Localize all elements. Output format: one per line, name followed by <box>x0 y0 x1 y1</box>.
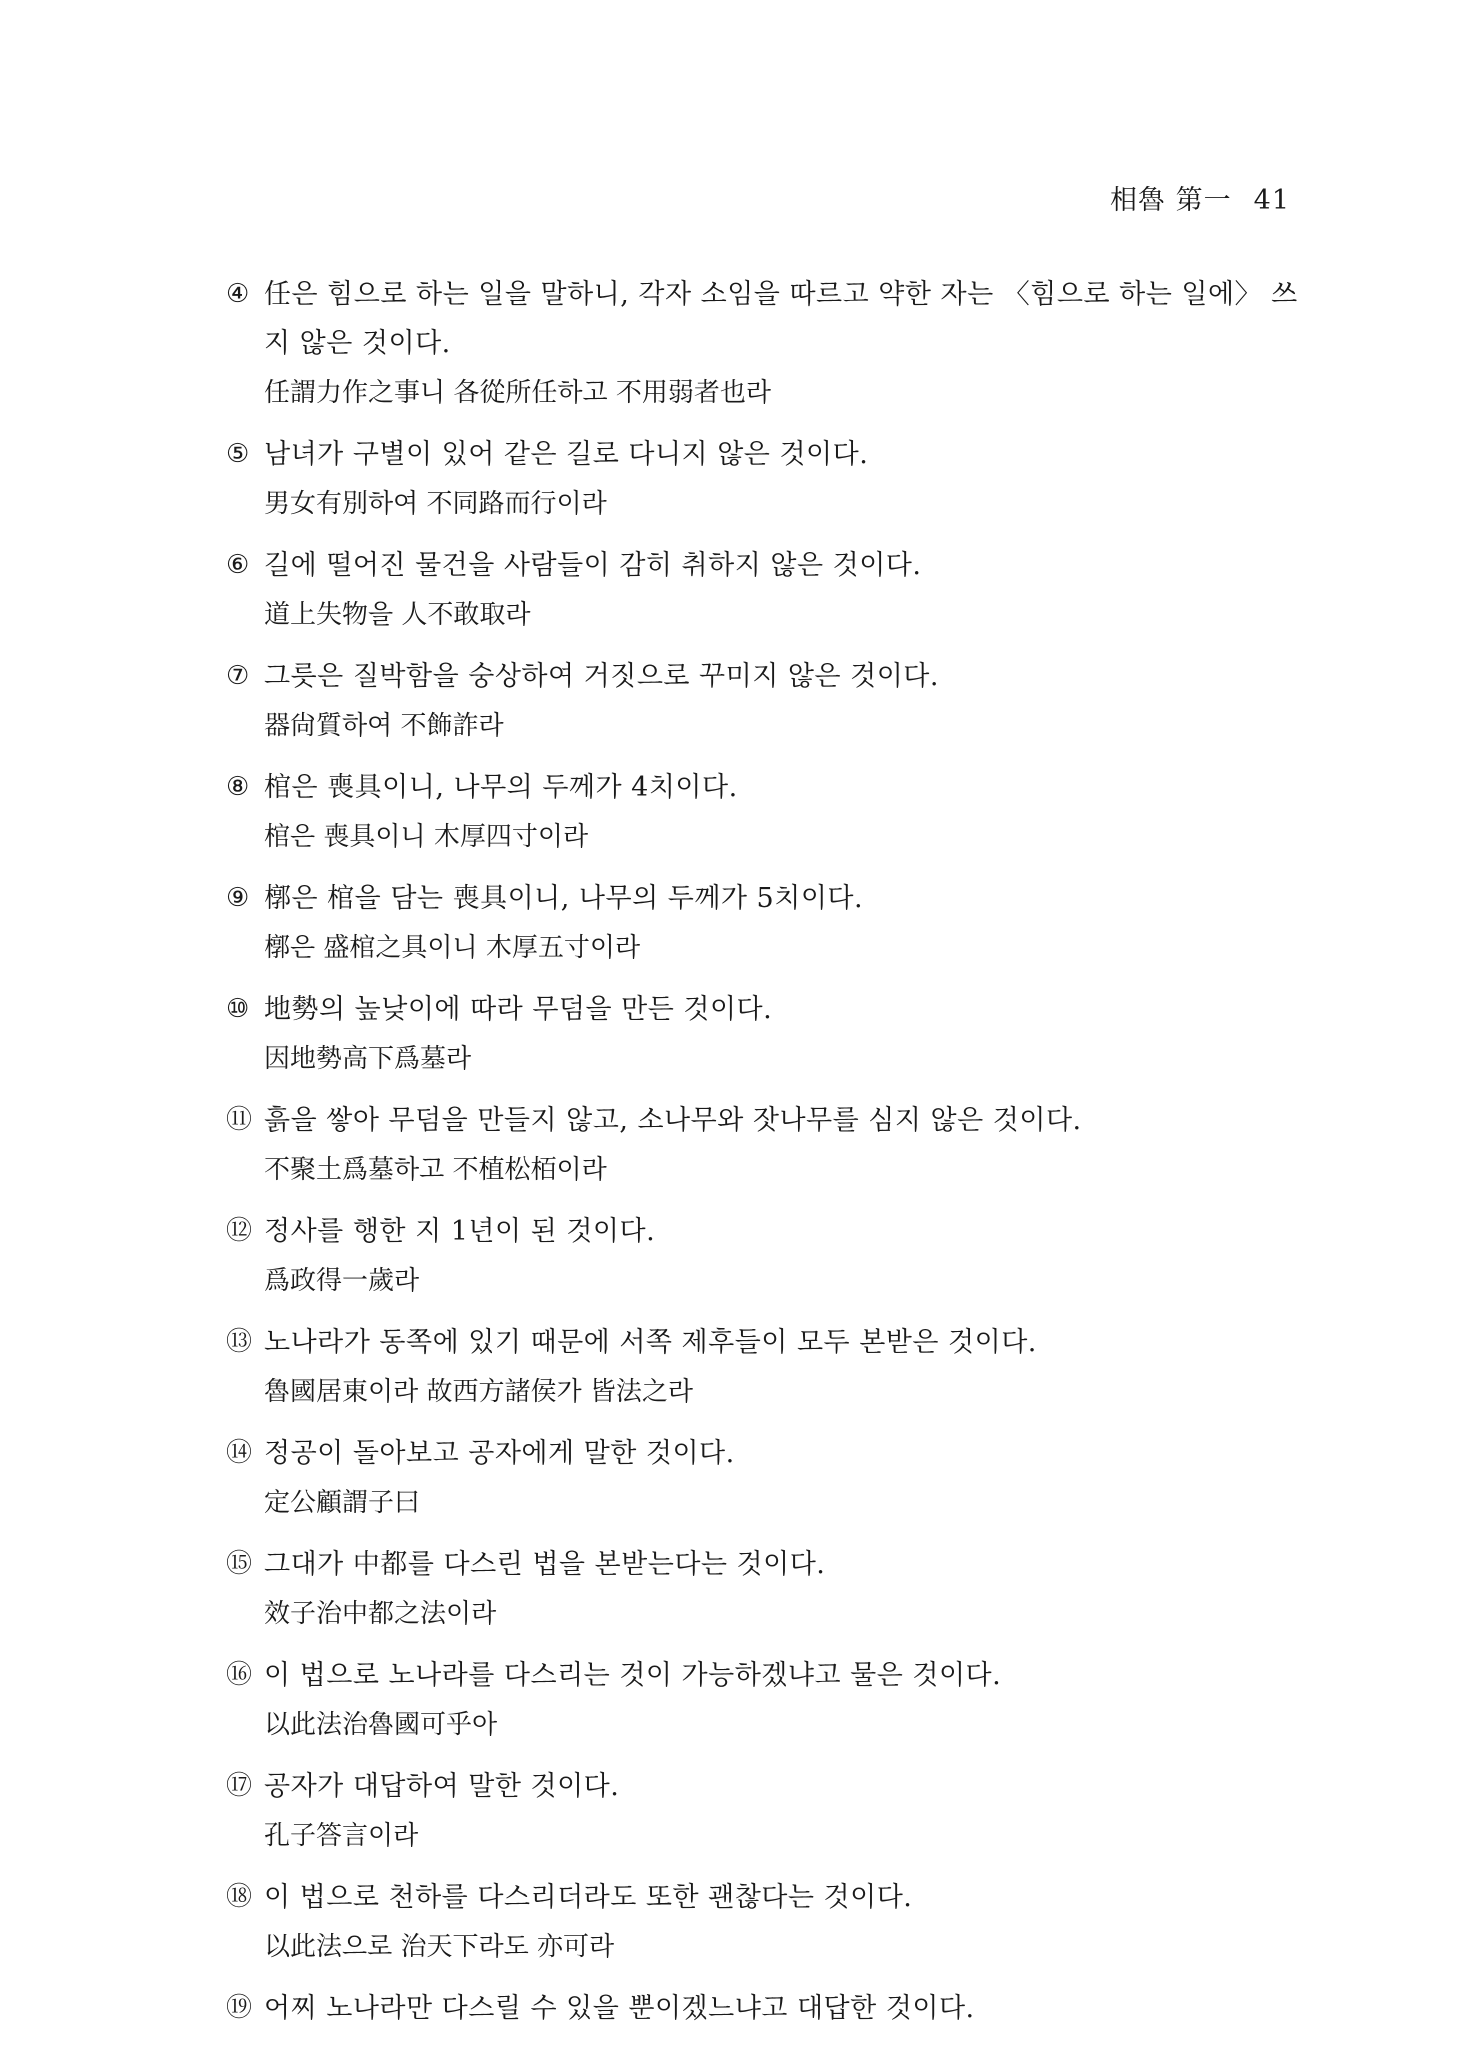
note-marker: ⑮ <box>226 1549 253 1579</box>
note-18 <box>226 1873 1306 1972</box>
classical-chinese-gloss: 以此法으로 治天下라도 亦可라 <box>264 1932 615 1962</box>
korean-gloss: 棺은 喪具이니, 나무의 두께가 4치이다. <box>264 772 738 803</box>
note-7 <box>226 652 1306 751</box>
classical-chinese-gloss: 孔子答言이라 <box>264 1821 419 1851</box>
classical-chinese-gloss: 男女有別하여 不同路而行이라 <box>264 489 607 519</box>
note-marker: ⑬ <box>226 1327 253 1357</box>
note-marker: ⑪ <box>226 1105 253 1135</box>
note-9 <box>226 874 1306 973</box>
note-marker: ⑫ <box>226 1216 253 1246</box>
note-19 <box>226 1984 1306 2033</box>
note-15 <box>226 1540 1306 1639</box>
korean-gloss: 地勢의 높낮이에 따라 무덤을 만든 것이다. <box>264 994 773 1025</box>
korean-gloss: 길에 떨어진 물건을 사람들이 감히 취하지 않은 것이다. <box>264 550 922 581</box>
classical-chinese-gloss: 任謂力作之事니 各從所任하고 不用弱者也라 <box>264 378 771 408</box>
note-marker: ⑰ <box>226 1771 253 1801</box>
chapter-title: 相魯 第一 <box>1110 185 1232 216</box>
korean-gloss: 정사를 행한 지 1년이 된 것이다. <box>264 1216 656 1247</box>
classical-chinese-gloss: 道上失物을 人不敢取라 <box>264 600 531 630</box>
page-number: 41 <box>1253 185 1290 216</box>
note-13 <box>226 1318 1306 1417</box>
note-5 <box>226 430 1306 529</box>
note-marker: ⑩ <box>226 994 250 1024</box>
running-header <box>1110 178 1290 217</box>
note-marker: ⑨ <box>226 883 250 913</box>
korean-gloss: 任은 힘으로 하는 일을 말하니, 각자 소임을 따르고 약한 자는 〈힘으로 하는 일에〉 쓰지 않은 것이다. <box>264 279 1298 359</box>
note-12 <box>226 1207 1306 1306</box>
note-marker: ⑱ <box>226 1882 253 1912</box>
note-6 <box>226 541 1306 640</box>
note-17 <box>226 1762 1306 1861</box>
note-marker: ⑧ <box>226 772 250 802</box>
note-4 <box>226 270 1306 418</box>
classical-chinese-gloss: 棺은 喪具이니 木厚四寸이라 <box>264 822 589 852</box>
classical-chinese-gloss: 不聚土爲墓하고 不植松栢이라 <box>264 1155 607 1185</box>
note-marker: ⑭ <box>226 1438 253 1468</box>
note-marker: ④ <box>226 279 250 309</box>
korean-gloss: 어찌 노나라만 다스릴 수 있을 뿐이겠느냐고 대답한 것이다. <box>264 1993 975 2024</box>
classical-chinese-gloss: 爲政得一歲라 <box>264 1266 420 1296</box>
korean-gloss: 공자가 대답하여 말한 것이다. <box>264 1771 620 1802</box>
note-marker: ⑲ <box>226 1993 253 2023</box>
classical-chinese-gloss: 魯國居東이라 故西方諸侯가 皆法之라 <box>264 1377 693 1407</box>
annotation-list <box>226 270 1306 2045</box>
korean-gloss: 남녀가 구별이 있어 같은 길로 다니지 않은 것이다. <box>264 439 869 470</box>
note-8 <box>226 763 1306 862</box>
classical-chinese-gloss: 槨은 盛棺之具이니 木厚五寸이라 <box>264 933 641 963</box>
note-11 <box>226 1096 1306 1195</box>
korean-gloss: 槨은 棺을 담는 喪具이니, 나무의 두께가 5치이다. <box>264 883 864 914</box>
note-marker: ⑥ <box>226 550 250 580</box>
classical-chinese-gloss: 以此法治魯國可乎아 <box>264 1710 498 1740</box>
note-marker: ⑯ <box>226 1660 253 1690</box>
classical-chinese-gloss: 效子治中都之法이라 <box>264 1599 497 1629</box>
note-marker: ⑦ <box>226 661 250 691</box>
classical-chinese-gloss: 定公顧謂子曰 <box>264 1488 421 1518</box>
korean-gloss: 노나라가 동쪽에 있기 때문에 서쪽 제후들이 모두 본받은 것이다. <box>264 1327 1037 1358</box>
korean-gloss: 흙을 쌓아 무덤을 만들지 않고, 소나무와 잣나무를 심지 않은 것이다. <box>264 1105 1082 1136</box>
korean-gloss: 그대가 中都를 다스린 법을 본받는다는 것이다. <box>264 1549 826 1580</box>
korean-gloss: 이 법으로 노나라를 다스리는 것이 가능하겠냐고 물은 것이다. <box>264 1660 1002 1691</box>
note-marker: ⑤ <box>226 439 250 469</box>
korean-gloss: 그릇은 질박함을 숭상하여 거짓으로 꾸미지 않은 것이다. <box>264 661 939 692</box>
note-16 <box>226 1651 1306 1750</box>
classical-chinese-gloss: 因地勢高下爲墓라 <box>264 1044 472 1074</box>
korean-gloss: 정공이 돌아보고 공자에게 말한 것이다. <box>264 1438 735 1469</box>
note-10 <box>226 985 1306 1084</box>
note-14 <box>226 1429 1306 1528</box>
korean-gloss: 이 법으로 천하를 다스리더라도 또한 괜찮다는 것이다. <box>264 1882 913 1913</box>
classical-chinese-gloss: 器尙質하여 不飾詐라 <box>264 711 504 741</box>
